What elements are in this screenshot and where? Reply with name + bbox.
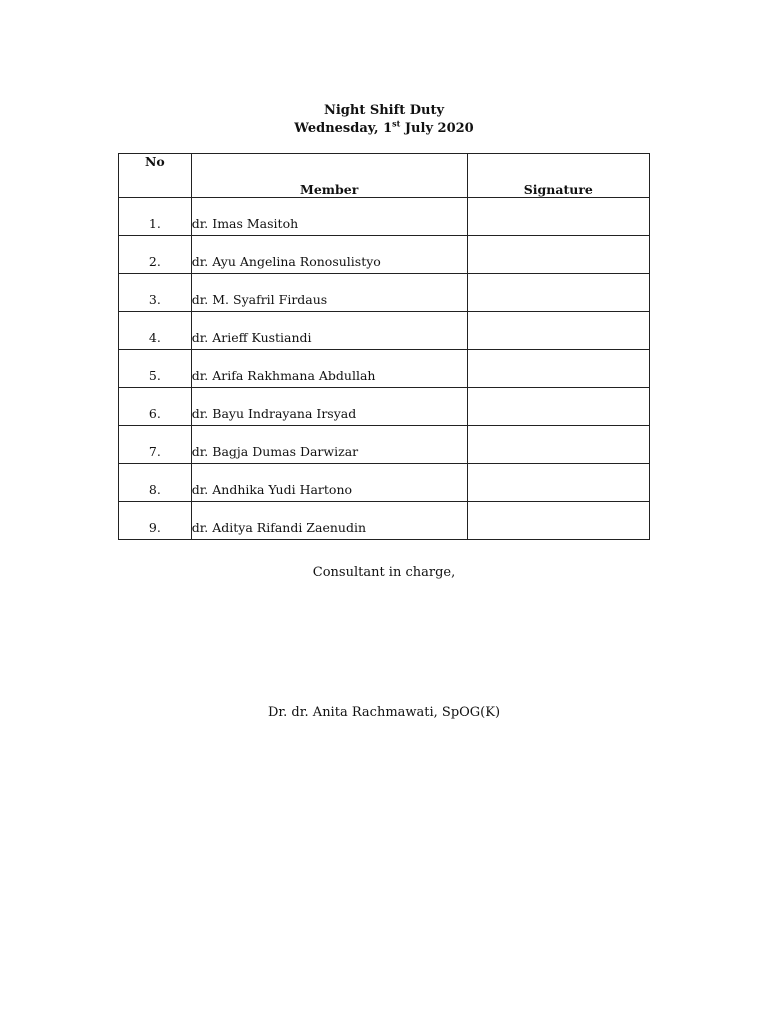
row-number: 2.	[119, 236, 192, 274]
table-row	[119, 388, 650, 426]
table-row	[119, 274, 650, 312]
member-name: dr. M. Syafril Firdaus	[191, 274, 467, 312]
signature-cell	[467, 464, 649, 502]
row-number: 7.	[119, 426, 192, 464]
document-date	[0, 120, 768, 138]
signature-cell	[467, 350, 649, 388]
table-header-row	[119, 154, 650, 198]
table-row	[119, 312, 650, 350]
column-header-no: No	[119, 154, 192, 198]
row-number: 3.	[119, 274, 192, 312]
row-number: 1.	[119, 198, 192, 236]
signature-cell	[467, 502, 649, 540]
row-number: 5.	[119, 350, 192, 388]
column-header-signature: Signature	[467, 154, 649, 198]
table-row	[119, 236, 650, 274]
row-number: 8.	[119, 464, 192, 502]
consultant-name: Dr. dr. Anita Rachmawati, SpOG(K)	[267, 705, 501, 720]
table-row	[119, 502, 650, 540]
row-number: 9.	[119, 502, 192, 540]
document-title: Night Shift Duty	[323, 103, 445, 118]
date-rest: July 2020	[400, 121, 474, 136]
date-prefix: Wednesday, 1	[294, 121, 393, 136]
duty-roster-table	[118, 153, 650, 540]
signature-cell	[467, 388, 649, 426]
column-header-member: Member	[191, 154, 467, 198]
signature-cell	[467, 274, 649, 312]
member-name: dr. Bayu Indrayana Irsyad	[191, 388, 467, 426]
table-row	[119, 464, 650, 502]
member-name: dr. Arifa Rakhmana Abdullah	[191, 350, 467, 388]
member-name: dr. Aditya Rifandi Zaenudin	[191, 502, 467, 540]
date-ordinal-suffix: st	[392, 118, 401, 129]
member-name: dr. Ayu Angelina Ronosulistyo	[191, 236, 467, 274]
title-block	[0, 102, 768, 138]
signature-cell	[467, 312, 649, 350]
signature-cell	[467, 236, 649, 274]
member-name: dr. Imas Masitoh	[191, 198, 467, 236]
table-row	[119, 350, 650, 388]
member-name: dr. Andhika Yudi Hartono	[191, 464, 467, 502]
table-row	[119, 426, 650, 464]
member-name: dr. Bagja Dumas Darwizar	[191, 426, 467, 464]
signature-cell	[467, 198, 649, 236]
member-name: dr. Arieff Kustiandi	[191, 312, 467, 350]
row-number: 4.	[119, 312, 192, 350]
table-row	[119, 198, 650, 236]
row-number: 6.	[119, 388, 192, 426]
consultant-label: Consultant in charge,	[312, 565, 456, 580]
signature-cell	[467, 426, 649, 464]
